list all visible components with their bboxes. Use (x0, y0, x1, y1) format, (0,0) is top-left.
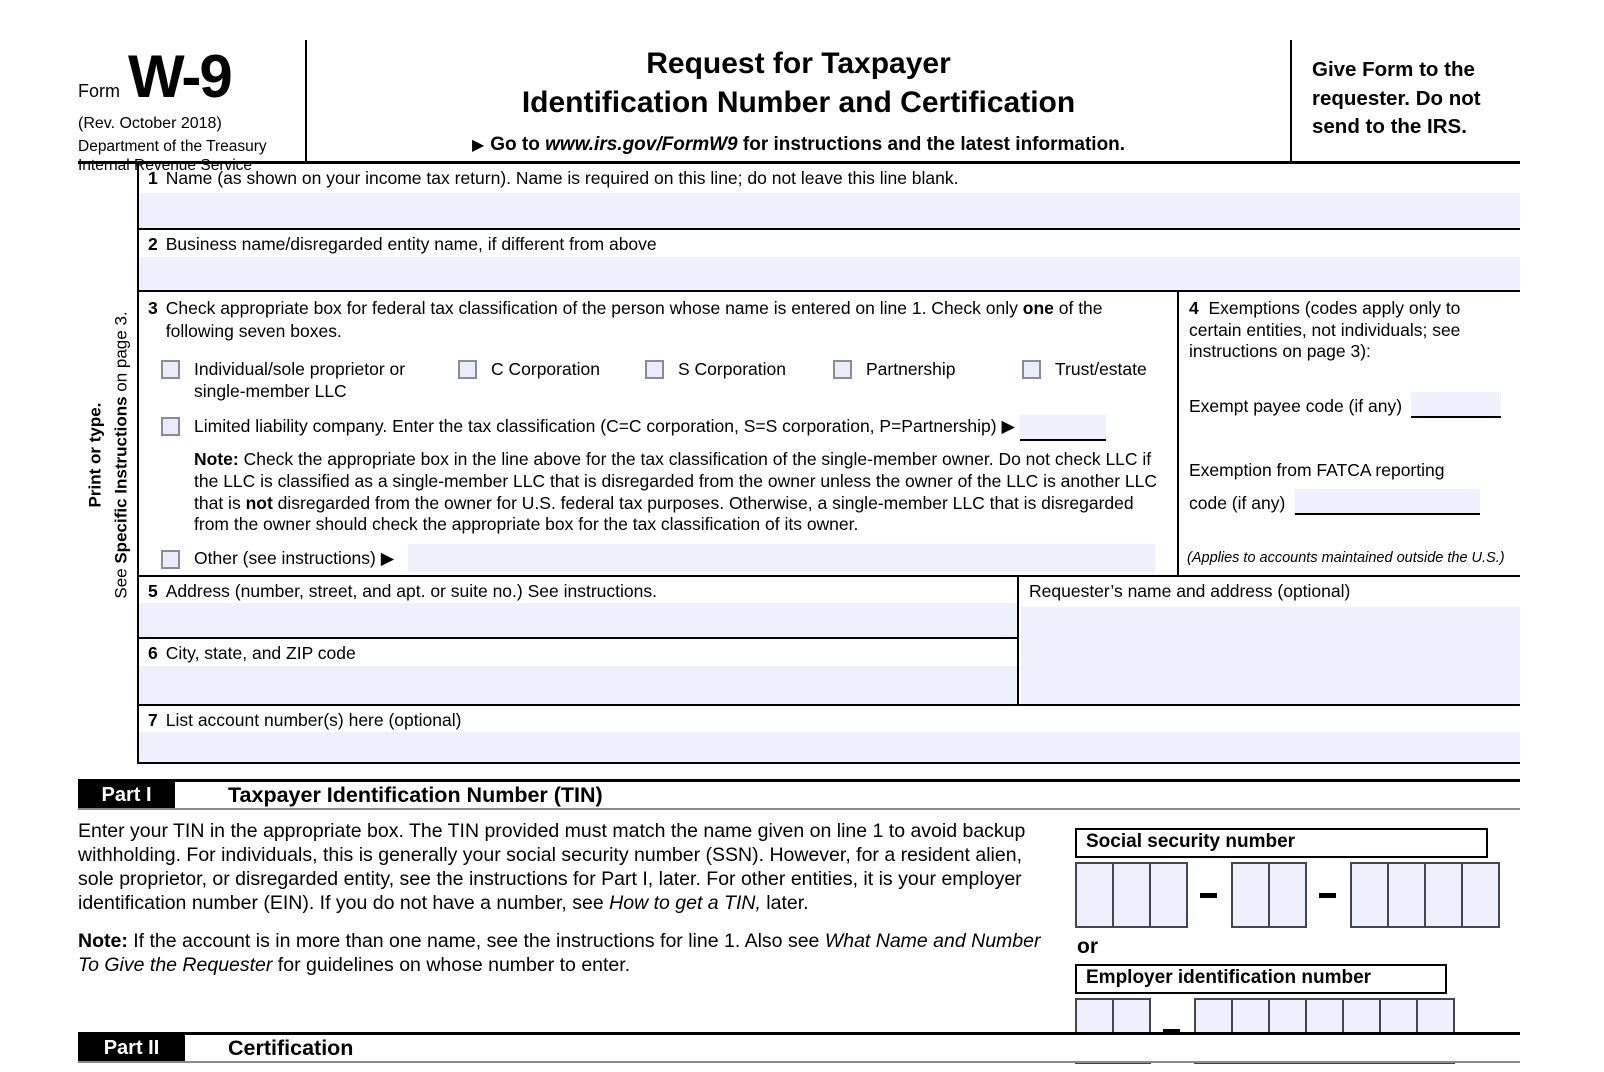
llc-label-text: Limited liability company. Enter the tax classification (C=C corporation, S=S corporation, P=Partnership) (194, 416, 1002, 437)
fatca-exemption-code-input[interactable] (1295, 489, 1480, 515)
row-line2-business-name (139, 230, 1520, 292)
llc-note-text1: Check the appropriate box in the line above for the tax classification of the single-member owner. Do not check LLC if the LLC is classified as a single-member LLC that is disregarded from the owner unless the owner of the LLC is another LLC that is (194, 449, 1157, 513)
line5-label-text: Address (number, street, and apt. or suite no.) See instructions. (165, 581, 657, 601)
requester-box (1017, 577, 1520, 706)
sidebar-see-instructions (108, 255, 134, 655)
part1-italic1: How to get a TIN, (609, 892, 761, 914)
line3-label (148, 297, 1163, 343)
form-title-line1: Request for Taxpayer (646, 47, 951, 80)
row-line7-account-numbers (139, 706, 1520, 764)
or-label: or (1077, 935, 1098, 958)
row-line6-city-state-zip (139, 639, 1017, 706)
form-fields (137, 164, 1520, 764)
line7-label (139, 706, 1520, 732)
business-name-input[interactable] (139, 257, 1520, 290)
line2-label-text: Business name/disregarded entity name, if different from above (165, 234, 657, 254)
goto-instructions-line (311, 134, 1286, 156)
goto-url[interactable]: www.irs.gov/FormW9 (545, 134, 738, 155)
city-state-zip-input[interactable] (139, 666, 1017, 704)
form-header (78, 34, 1520, 174)
row-line5-address (139, 577, 1017, 639)
label-c-corporation: C Corporation (491, 358, 600, 379)
part1-note (78, 929, 1044, 977)
checkbox-llc[interactable] (161, 417, 180, 436)
form-id-block (78, 42, 293, 176)
fatca-label-line2: code (if any) (1189, 493, 1286, 514)
part1-section (78, 779, 1520, 988)
line2-number: 2 (148, 234, 158, 254)
checkbox-individual[interactable] (161, 360, 180, 379)
section3-tax-classification (139, 292, 1179, 575)
department-line2: Internal Revenue Service (78, 156, 253, 174)
part1-note-italic: What Name and Number To Give the Requester (78, 930, 1041, 976)
header-divider-left (305, 40, 307, 161)
section4-exemptions (1179, 292, 1520, 575)
line6-label (139, 639, 1017, 665)
requester-name-address-input[interactable] (1021, 607, 1520, 704)
label-s-corporation: S Corporation (678, 358, 786, 379)
exempt-payee-label: Exempt payee code (if any) (1189, 396, 1403, 417)
tin-entry-column (1075, 828, 1525, 1064)
sidebar-text-pre: See (110, 563, 130, 599)
part2-section (78, 1032, 1520, 1063)
line1-label (139, 164, 1520, 190)
form-revision: (Rev. October 2018) (78, 115, 222, 132)
tin-digit-box[interactable] (1387, 862, 1426, 928)
part1-instructions (78, 819, 1044, 915)
part2-header-bar (78, 1032, 1520, 1063)
tin-digit-box[interactable] (1149, 862, 1188, 928)
sidebar-text-bold: Specific Instructions (110, 396, 130, 564)
give-form-notice: Give Form to the requester. Do not send to the IRS. (1312, 58, 1481, 139)
fatca-row (1189, 489, 1512, 515)
exempt-payee-code-input[interactable] (1411, 392, 1501, 418)
label-individual: Individual/sole proprietor or single-member LLC (194, 358, 406, 401)
llc-note (194, 449, 1161, 536)
row-address-block (139, 577, 1520, 764)
form-title-block (311, 44, 1286, 156)
label-trust-estate: Trust/estate (1055, 358, 1147, 379)
ssn-dash-1 (1200, 893, 1217, 898)
line3-label-text (166, 297, 1157, 343)
option-s-corporation (645, 358, 833, 403)
option-partnership (833, 358, 1022, 403)
part2-tag: Part II (78, 1035, 185, 1061)
sidebar-print-or-type: Print or type. (85, 402, 104, 508)
sidebar-text-post: on page 3. (110, 311, 130, 397)
line1-number: 1 (148, 168, 158, 188)
llc-note-bold: Note: (194, 449, 239, 470)
line4-number: 4 (1189, 298, 1199, 318)
option-trust-estate (1022, 358, 1163, 403)
tin-digit-box[interactable] (1461, 862, 1500, 928)
tin-digit-box[interactable] (1424, 862, 1463, 928)
other-arrow-icon: ▶ (380, 547, 395, 568)
checkbox-c-corporation[interactable] (458, 360, 477, 379)
line7-label-text: List account number(s) here (optional) (165, 710, 462, 730)
form-number: W-9 (128, 43, 231, 110)
part1-text2: later. (760, 892, 809, 914)
llc-classification-input[interactable] (1020, 415, 1106, 441)
part1-note-text2: for guidelines on whose number to enter. (272, 954, 631, 976)
requester-label: Requester’s name and address (optional) (1029, 581, 1351, 601)
tin-digit-box[interactable] (1268, 862, 1307, 928)
part1-header-bar (78, 779, 1520, 810)
tin-digit-box[interactable] (1075, 862, 1114, 928)
line5-number: 5 (148, 581, 158, 601)
tin-digit-box[interactable] (1112, 862, 1151, 928)
checkbox-trust-estate[interactable] (1022, 360, 1041, 379)
llc-note-bold2: not (245, 492, 273, 513)
ssn-dash-2 (1319, 893, 1336, 898)
llc-note-text2: disregarded from the owner for U.S. federal tax purposes. Otherwise, a single-member LLC that is disregarded from the owner should check the appropriate box for the tax classification of its owner. (194, 492, 1134, 535)
line6-number: 6 (148, 643, 158, 663)
line2-label (139, 230, 1520, 256)
checkbox-other[interactable] (161, 550, 180, 569)
address-input[interactable] (139, 603, 1017, 637)
ein-label-box: Employer identification number (1075, 964, 1447, 994)
option-llc (161, 415, 1163, 441)
row-classification-and-exemptions (139, 292, 1520, 577)
line4-label-text: Exemptions (codes apply only to certain entities, not individuals; see instructions on page 3): (1189, 298, 1461, 362)
label-other (194, 548, 394, 569)
option-c-corporation (458, 358, 645, 403)
line7-number: 7 (148, 710, 158, 730)
fatca-label-line1: Exemption from FATCA reporting (1189, 460, 1445, 481)
label-partnership: Partnership (866, 358, 956, 379)
account-numbers-input[interactable] (139, 732, 1520, 762)
right-arrow-icon: ▶ (471, 137, 485, 154)
line6-label-text: City, state, and ZIP code (165, 643, 356, 663)
line1-label-text: Name (as shown on your income tax return). Name is required on this line; do not leave this line blank. (165, 168, 959, 188)
header-divider-right (1290, 40, 1292, 161)
part1-tag: Part I (78, 782, 175, 808)
part1-note-text1: If the account is in more than one name, see the instructions for line 1. Also see (127, 930, 825, 952)
label-llc (194, 415, 1106, 441)
exempt-payee-row (1189, 392, 1512, 418)
row-line1-name (139, 164, 1520, 230)
ssn-boxes-row (1075, 862, 1525, 928)
line3-text-bold: one (1022, 298, 1054, 318)
part1-note-bold: Note: (78, 930, 128, 952)
part2-title: Certification (228, 1035, 354, 1060)
applies-outside-us-note: (Applies to accounts maintained outside the U.S.) (1187, 550, 1505, 567)
department-line1: Department of the Treasury (78, 138, 267, 155)
form-title-line2: Identification Number and Certification (521, 86, 1076, 119)
line3-text-pre: Check appropriate box for federal tax classification of the person whose name is entered on line 1. Check only (165, 298, 1023, 318)
ssn-label-box: Social security number (1075, 828, 1488, 858)
line5-label (139, 577, 1017, 603)
llc-arrow-icon: ▶ (1001, 416, 1015, 437)
other-classification-input[interactable] (408, 544, 1155, 572)
part1-title: Taxpayer Identification Number (TIN) (228, 782, 603, 807)
part1-text1: Enter your TIN in the appropriate box. The TIN provided must match the name given on line 1 to avoid backup withholding. For individuals, this is generally your social security number (SSN). However, for a resident alien, sole proprietor, or disregarded entity, see the instructions for Part I, later. For other entities, it is your employer identification number (EIN). If you do not have a number, see (78, 820, 1026, 914)
option-individual (161, 358, 458, 403)
checkbox-partnership[interactable] (833, 360, 852, 379)
other-label-text: Other (see instructions) (194, 547, 381, 568)
tin-digit-box[interactable] (1231, 862, 1270, 928)
classification-checkbox-row (161, 358, 1163, 403)
goto-text-pre: Go to (490, 134, 546, 155)
goto-text-post: for instructions and the latest information. (737, 134, 1126, 155)
line3-number: 3 (148, 298, 158, 318)
print-or-type-sidebar (78, 164, 137, 764)
ssn-group-3 (1350, 862, 1498, 928)
form-word: Form (78, 81, 120, 101)
ssn-group-1 (1075, 862, 1186, 928)
ssn-group-2 (1231, 862, 1305, 928)
line3-text-post: of the following seven boxes. (165, 298, 1103, 341)
checkbox-s-corporation[interactable] (645, 360, 664, 379)
part1-body (78, 819, 1520, 988)
line4-label (1189, 298, 1512, 363)
name-input[interactable] (139, 193, 1520, 228)
option-other (161, 544, 1155, 572)
tin-digit-box[interactable] (1350, 862, 1389, 928)
